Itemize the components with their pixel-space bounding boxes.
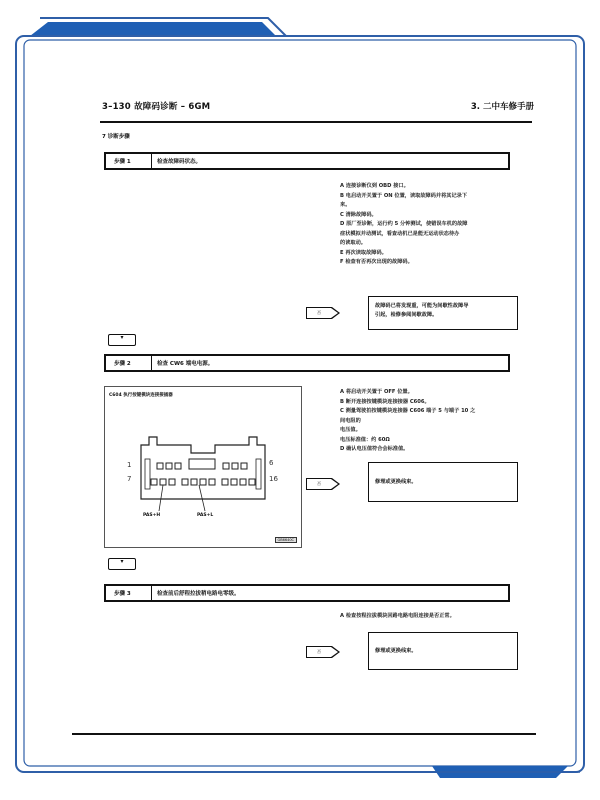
pin-label-7: 7 <box>127 475 132 483</box>
step-2-result-box <box>368 462 518 502</box>
instruction-line: A 将启动开关置于 OFF 位置。 <box>340 389 413 395</box>
step-3-box <box>104 584 510 602</box>
step-3-no-arrow <box>306 646 340 658</box>
yes-down-icon: ▾ <box>120 334 124 341</box>
step-2-number: 步骤 2 <box>106 356 152 370</box>
step-2-text: 检查 CW6 端电电源。 <box>157 361 214 367</box>
instruction-line: 间电阻的 <box>340 417 361 424</box>
instruction-line: C 测量驾驶拍按键模块连接器 C606 端子 5 与端子 10 之 <box>340 408 476 414</box>
figure-title: C604 执行按键模块连接接插器 <box>109 393 173 398</box>
step-3-instructions <box>340 612 455 622</box>
pas-h-label: PAS+H <box>143 513 161 518</box>
figure-code: GB6640C <box>275 537 297 543</box>
step-1-text: 检查故障码状态。 <box>157 159 202 165</box>
instruction-line: 来。 <box>340 202 351 208</box>
pin-label-1: 1 <box>127 461 132 469</box>
instruction-line: B 断开连接按键模块连接接器 C606。 <box>340 398 430 405</box>
step-2-no-arrow <box>306 478 340 490</box>
instruction-line: 症状模拟并动测试，看查动机已是能无运动状态待办 <box>340 230 460 237</box>
arrow-tip-icon <box>332 478 340 490</box>
instruction-line: A 连接诊断仪到 OBD 接口。 <box>340 183 409 189</box>
manual-page <box>72 80 532 740</box>
step-3-number: 步骤 3 <box>106 586 152 600</box>
step-1-result-box <box>368 296 518 330</box>
instruction-line: 的读取动。 <box>340 240 366 246</box>
pin-label-16: 16 <box>269 475 278 483</box>
step-1-no-arrow <box>306 307 340 319</box>
no-label: 否 <box>306 646 332 658</box>
step-2-yes-tag <box>108 558 136 570</box>
step-3-text: 检查前后舒程拉拔稍电路电零级。 <box>157 591 240 597</box>
step-2-instructions <box>340 388 475 455</box>
step-3-result-box <box>368 632 518 670</box>
result-text: 修理或更换线束。 <box>375 647 417 654</box>
page-header-right: 3. 二中车修手册 <box>470 102 534 112</box>
connector-figure <box>104 386 302 548</box>
header-rule <box>100 121 532 123</box>
arrow-tip-icon <box>332 307 340 319</box>
step-1-number: 步骤 1 <box>106 154 152 168</box>
section-title: 7 诊断步骤 <box>102 134 130 140</box>
result-line: 引起，检修参阅间歇故障。 <box>375 312 438 318</box>
result-text: 修理或更换线束。 <box>375 478 417 485</box>
arrow-tip-icon <box>332 646 340 658</box>
yes-down-icon: ▾ <box>120 558 124 565</box>
instruction-line: 电压标准值：约 60Ω <box>340 436 390 443</box>
instruction-line: 电压值。 <box>340 427 361 433</box>
instruction-line: B 电启动开关置于 ON 位置，读取故障码并将其记录下 <box>340 192 468 199</box>
step-1-instructions <box>340 182 467 268</box>
instruction-line: D 确认电压值符合会标准值。 <box>340 446 409 452</box>
no-label: 否 <box>306 307 332 319</box>
pas-l-label: PAS+L <box>197 513 214 518</box>
connector-diagram <box>105 387 301 547</box>
pin-label-6: 6 <box>269 459 274 467</box>
no-label: 否 <box>306 478 332 490</box>
instruction-line: D 原厂至诊断，运行约 5 分钟测试，使错误车机的故障 <box>340 221 468 227</box>
result-line: 故障码已将发现重，可能为间歇性故障导 <box>375 303 469 309</box>
step-1-box <box>104 152 510 170</box>
footer-rule <box>72 733 536 735</box>
step-2-box <box>104 354 510 372</box>
instruction-line: A 检查按程拉拔模块回路电路电阻连接是否正常。 <box>340 613 455 619</box>
instruction-line: E 再次读取故障码。 <box>340 249 387 256</box>
step-1-yes-tag <box>108 334 136 346</box>
page-header-left: 3–130 故障码诊断 – 6GM <box>102 102 211 112</box>
instruction-line: C 清除故障码。 <box>340 211 377 218</box>
instruction-line: F 检查有否再次出现的故障码。 <box>340 259 413 265</box>
